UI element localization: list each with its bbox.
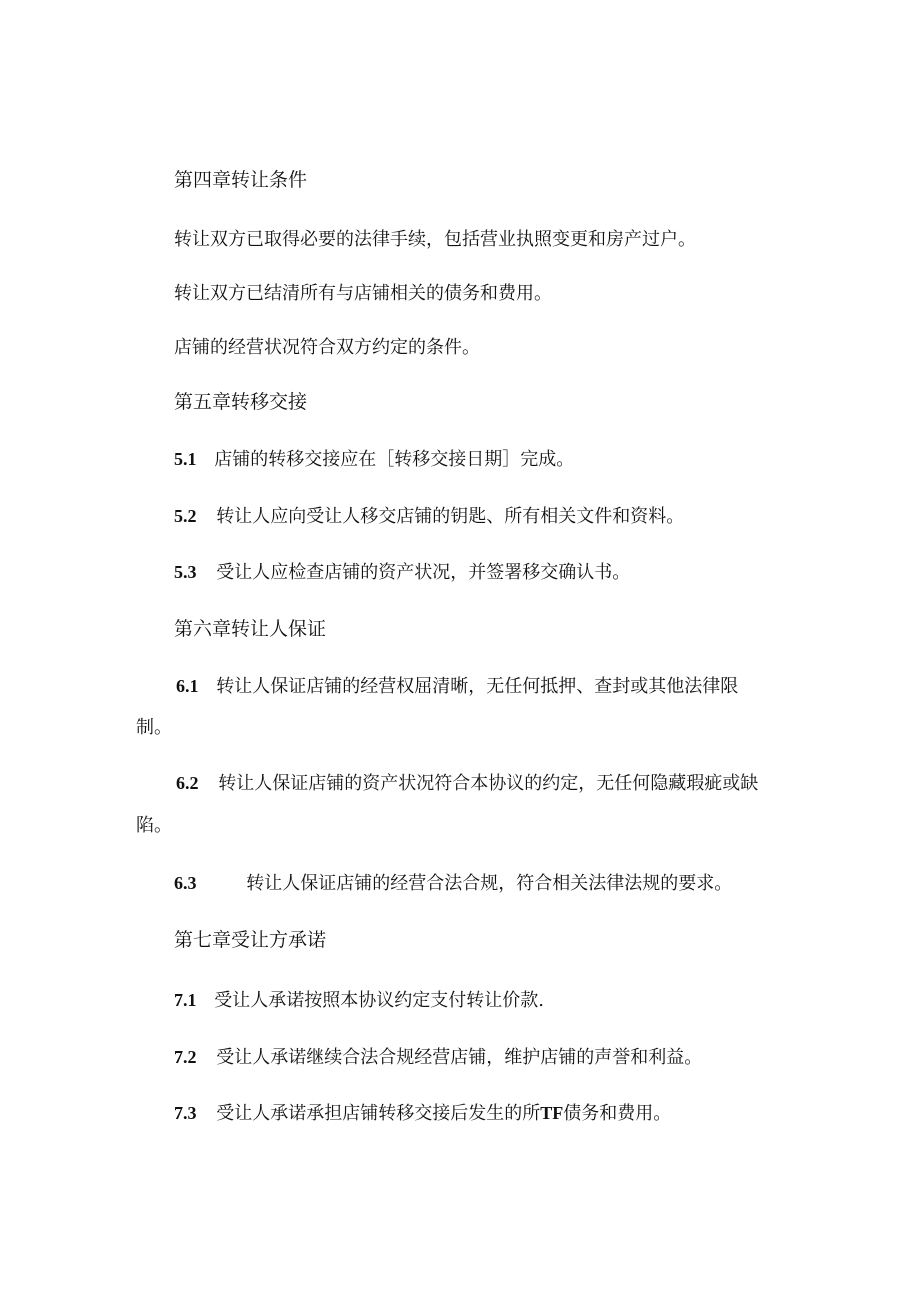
- clause-number: 7.1: [174, 990, 197, 1010]
- clause-5-1: [174, 447, 574, 472]
- clause-6-2: [176, 771, 758, 796]
- clause-7-2: [174, 1045, 702, 1070]
- clause-7-1: [174, 988, 544, 1013]
- clause-text-bold-part: TF: [540, 1103, 564, 1123]
- clause-6-3: [174, 871, 732, 896]
- clause-text: 转让人保证店铺的经营权屈清晰，无任何抵押、查封或其他法律限: [216, 676, 739, 697]
- clause-number: 7.3: [174, 1103, 197, 1123]
- chapter-4-item: 转让双方已结清所有与店铺相关的债务和费用。: [174, 283, 552, 304]
- chapter-4-heading: 第四章转让条件: [174, 169, 308, 191]
- clause-text-part: 债务和费用。: [563, 1103, 672, 1124]
- clause-text: 转让人应向受让人移交店铺的钥匙、所有相关文件和资料。: [216, 506, 685, 527]
- clause-6-1: [176, 674, 738, 699]
- clause-5-2: [174, 504, 684, 529]
- chapter-7-heading: 第七章受让方承诺: [174, 929, 327, 951]
- chapter-4-item: 店铺的经营状况符合双方约定的条件。: [174, 337, 480, 358]
- clause-number: 5.1: [174, 449, 197, 469]
- chapter-5-heading: 第五章转移交接: [174, 391, 308, 413]
- clause-text-part: 受让人承诺承担店铺转移交接后发生的所: [216, 1103, 541, 1124]
- clause-text: 转让人保证店铺的资产状况符合本协议的约定，无任何隐藏瑕疵或缺: [218, 773, 759, 794]
- chapter-4-item: 转让双方已取得必要的法律手续，包括营业执照变更和房产过户。: [174, 229, 696, 250]
- clause-number: 5.3: [174, 562, 197, 582]
- clause-text: 受让人承诺继续合法合规经营店铺，维护店铺的声誉和利益。: [216, 1047, 703, 1068]
- clause-text: 受让人承诺按照本协议约定支付转让价款.: [214, 990, 544, 1011]
- clause-6-1-continuation: 制。: [136, 717, 172, 738]
- clause-5-3: [174, 560, 630, 585]
- clause-text: [216, 1101, 671, 1126]
- clause-7-3: [174, 1101, 671, 1126]
- clause-number: 7.2: [174, 1047, 197, 1067]
- clause-number: 5.2: [174, 506, 197, 526]
- clause-text: 转让人保证店铺的经营合法合规，符合相关法律法规的要求。: [246, 873, 733, 894]
- clause-number: 6.3: [174, 873, 197, 893]
- clause-number: 6.1: [176, 676, 199, 696]
- chapter-6-heading: 第六章转让人保证: [174, 618, 327, 640]
- clause-6-2-continuation: 陷。: [136, 815, 172, 836]
- clause-text: 受让人应检查店铺的资产状况，并签署移交确认书。: [216, 562, 631, 583]
- clause-number: 6.2: [176, 773, 199, 793]
- clause-text: 店铺的转移交接应在［转移交接日期］完成。: [214, 449, 575, 470]
